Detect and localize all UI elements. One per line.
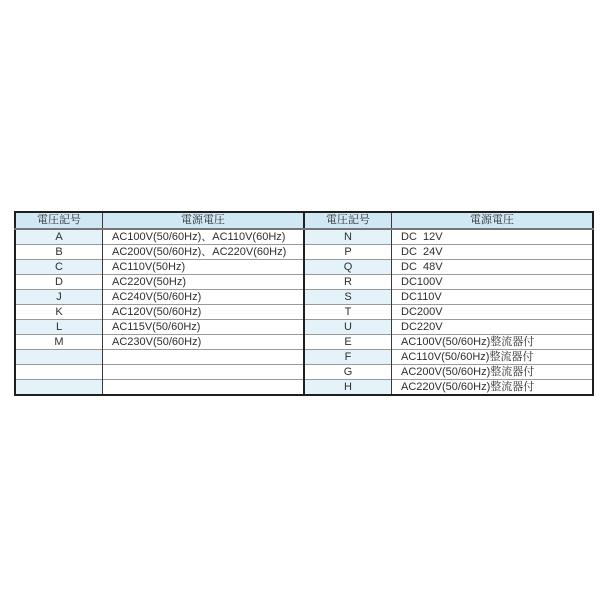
supply-voltage-cell: AC220V(50/60Hz)整流器付 (392, 380, 594, 396)
supply-voltage-cell: AC230V(50/60Hz) (103, 335, 305, 350)
table-row (304, 229, 593, 245)
table-row (15, 275, 304, 290)
supply-voltage-cell: AC110V(50/60Hz)整流器付 (392, 350, 594, 365)
voltage-symbol-cell: H (304, 380, 392, 396)
voltage-symbol-cell: S (304, 290, 392, 305)
voltage-symbol-cell (15, 365, 103, 380)
table-row (304, 275, 593, 290)
supply-voltage-cell: AC115V(50/60Hz) (103, 320, 305, 335)
supply-voltage-cell: DC220V (392, 320, 594, 335)
supply-voltage-cell: AC200V(50/60Hz)整流器付 (392, 365, 594, 380)
table-body-dc (304, 229, 593, 395)
voltage-symbol-cell: E (304, 335, 392, 350)
supply-voltage-cell: AC100V(50/60Hz)、AC110V(60Hz) (103, 229, 305, 245)
table-row (15, 290, 304, 305)
table-row (304, 305, 593, 320)
supply-voltage-cell: DC 12V (392, 229, 594, 245)
voltage-symbol-cell: K (15, 305, 103, 320)
supply-voltage-cell (103, 380, 305, 396)
table-body-ac (15, 229, 304, 395)
table-row (15, 260, 304, 275)
table-row (15, 245, 304, 260)
header-supply-voltage: 電源電圧 (392, 212, 594, 229)
supply-voltage-cell: AC120V(50/60Hz) (103, 305, 305, 320)
voltage-symbol-cell: F (304, 350, 392, 365)
supply-voltage-cell: AC110V(50Hz) (103, 260, 305, 275)
table-row (15, 335, 304, 350)
header-row (304, 212, 593, 229)
supply-voltage-cell (103, 350, 305, 365)
header-voltage-symbol: 電圧記号 (15, 212, 103, 229)
supply-voltage-cell: AC240V(50/60Hz) (103, 290, 305, 305)
voltage-symbol-cell (15, 350, 103, 365)
voltage-symbol-cell: A (15, 229, 103, 245)
voltage-symbol-cell: T (304, 305, 392, 320)
header-voltage-symbol: 電圧記号 (304, 212, 392, 229)
supply-voltage-cell: DC 24V (392, 245, 594, 260)
voltage-symbol-cell: M (15, 335, 103, 350)
supply-voltage-cell: DC100V (392, 275, 594, 290)
table-row (304, 335, 593, 350)
table-row (15, 380, 304, 396)
voltage-symbol-cell: C (15, 260, 103, 275)
table-row (304, 260, 593, 275)
table-row (15, 350, 304, 365)
voltage-table-ac (14, 211, 305, 396)
supply-voltage-cell: AC100V(50/60Hz)整流器付 (392, 335, 594, 350)
supply-voltage-cell (103, 365, 305, 380)
voltage-symbol-cell: U (304, 320, 392, 335)
voltage-code-tables (14, 211, 594, 396)
voltage-symbol-cell: D (15, 275, 103, 290)
table-row (304, 320, 593, 335)
table-row (304, 365, 593, 380)
voltage-symbol-cell: Q (304, 260, 392, 275)
table-row (15, 305, 304, 320)
supply-voltage-cell: DC200V (392, 305, 594, 320)
voltage-symbol-cell (15, 380, 103, 396)
voltage-symbol-cell: P (304, 245, 392, 260)
supply-voltage-cell: DC 48V (392, 260, 594, 275)
header-supply-voltage: 電源電圧 (103, 212, 305, 229)
voltage-symbol-cell: N (304, 229, 392, 245)
header-row (15, 212, 304, 229)
voltage-symbol-cell: L (15, 320, 103, 335)
supply-voltage-cell: AC220V(50Hz) (103, 275, 305, 290)
supply-voltage-cell: DC110V (392, 290, 594, 305)
table-row (15, 365, 304, 380)
table-row (304, 290, 593, 305)
voltage-symbol-cell: R (304, 275, 392, 290)
voltage-symbol-cell: J (15, 290, 103, 305)
table-row (304, 350, 593, 365)
voltage-table-dc (303, 211, 594, 396)
table-row (15, 320, 304, 335)
table-row (304, 380, 593, 396)
voltage-symbol-cell: B (15, 245, 103, 260)
table-row (15, 229, 304, 245)
supply-voltage-cell: AC200V(50/60Hz)、AC220V(60Hz) (103, 245, 305, 260)
voltage-symbol-cell: G (304, 365, 392, 380)
table-row (304, 245, 593, 260)
